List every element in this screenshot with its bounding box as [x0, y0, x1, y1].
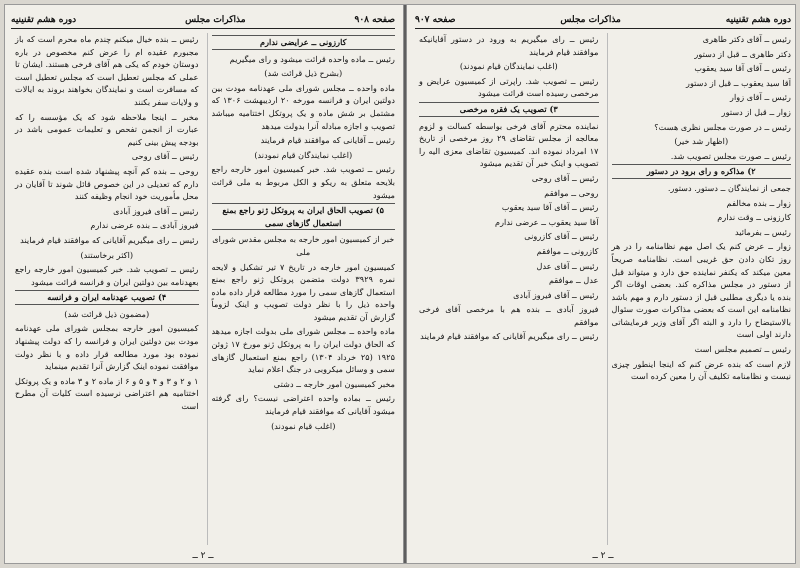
paragraph: رئیس ــ آقای فیروز آبادی [113, 205, 199, 216]
paragraph: رئیس ــ رای میگیریم آقایانی که موافقند قیام فرمایند [20, 234, 199, 245]
paragraph: کمیسیون امور خارجه در تاریخ ۷ تیر تشکیل و لایحه نمره ۳۹۲۹ دولت متضمن پروتکل ژنو راجع بمنع استعمال گازهای سمی را مورد مطالعه قرار داده ماده واحده ذیل را با نظر دولت تصویب و اینک لزوماً گزارش آن تقدیم میشود [211, 261, 395, 322]
book-gutter [403, 5, 407, 564]
paragraph: رئیس ــ آقای دکتر طاهری [702, 34, 791, 44]
paragraph: لازم است که بنده عرض کنم که اینجا اینطور چیزی نیست و نظامنامه تکلیف آن را معین کرده است [611, 358, 791, 382]
right-page-session: دوره هشم تقنینیه [725, 14, 791, 25]
paragraph: رئیس ــ آقای فیروز آبادی [513, 289, 599, 300]
paragraph: رئیس ــ بنده خیال میکنم چندم ماه محرم است که باز مجبورم عقیده ام را عرض کنم مخصوص در باره دوستان خودم که یکی هم آقای فرخی هستند. ایشان تا عملی که مجلس تعطیل است که مجلس تعطیل است که مسافرت است و نمایندگان بخواهند بروند به ایالات و ولایات سفر بکنند [15, 34, 199, 107]
paragraph: رئیس ــ تصمیم مجلس است [694, 344, 791, 355]
paragraph: آقا سید یعقوب ــ عرضی ندارم [495, 216, 599, 227]
right-page-columns [415, 33, 791, 545]
section-heading: ۴) تصویب عهدنامه ایران و فرانسه [15, 290, 199, 305]
paragraph: رئیس ــ صورت مجلس تصویب شد. [670, 150, 791, 161]
centered-note: (اظهار شد خیر) [674, 136, 729, 147]
paragraph: مخبر ــ اینجا ملاحظه شود که یک مؤسسه را که عبارت از انجمن تفحص و تعلیمات عمومی باشد در بودجه پیش بینی کنیم [15, 111, 199, 147]
paragraph: رئیس ــ آقای روحی [131, 151, 199, 162]
paragraph: کمیسیون امور خارجه بمجلس شورای ملی عهدنامه مودت بین دولتین ایران و فرانسه را که دولت پیشنهاد نموده بود مورد مطالعه قرار داده و با نظر دولت موافقت نموده اینک گزارش آنرا تقدیم مینماید [15, 323, 199, 372]
paragraph: فیروز آبادی ــ بنده عرضی ندارم [90, 220, 199, 231]
text-column [415, 33, 599, 545]
paragraph: دکتر طاهری ــ قبل از دستور [694, 48, 791, 59]
paragraph: رئیس ــ رای میگیریم به ورود در دستور آقایانیکه موافقند قیام فرمایند [419, 34, 599, 57]
paragraph: فیروز آبادی ــ بنده هم با مرخصی آقای فرخی موافقم [419, 304, 599, 327]
paragraph: زوار ــ قبل از دستور [721, 106, 791, 117]
right-page-number: صفحه ۹۰۷ [415, 14, 456, 25]
paragraph: رئیس ــ آقایانی که موافقند قیام فرمایند [260, 135, 395, 146]
paragraph: رئیس ــ در صورت مجلس نظری هست؟ [654, 121, 791, 132]
paragraph: ماده واحده ــ مجلس شورای ملی بدولت اجازه میدهد که الحاق دولت ایران را به پروتکل ژنو مورخ ۱۷ ژوئن ۱۹۲۵ (۲۵ خرداد ۱۳۰۴) راجع بمنع استعمال گازهای سمی و وسائل میکروبی در جنگ اعلام نماید [211, 326, 395, 375]
paragraph: ماده واحده ــ مجلس شورای ملی عهدنامه مودت بین دولتین ایران و فرانسه مورخه ۲۰ اردیبهشت ۱۳۰۶ که مشتمل بر شش ماده و یک پروتکل اختتامیه میباشد تصویب و اجازه مبادله آنرا بدولت میدهد [211, 82, 395, 131]
centered-note: (اغلب نمایندگان قیام نمودند) [254, 149, 353, 160]
paragraph: رئیس ــ بفرمائید [734, 226, 791, 237]
centered-note: (بشرح ذیل قرائت شد) [264, 68, 343, 79]
paragraph: رئیس ــ آقای عدل [536, 260, 599, 271]
paragraph: ۱ و ۲ و ۳ و ۴ و ۵ و ۶ از ماده ۲ و ۳ ماده و یک پروتکل اختتامیه هم اعتراضی نرسیده است کلیات آن مطرح است [15, 375, 199, 412]
paragraph: رئیس ــ آقای کازرونی [524, 231, 599, 242]
right-page-title: مذاکرات مجلس [560, 14, 621, 25]
paragraph: رئیس ــ آقای روحی [531, 172, 599, 183]
section-heading: ۲) مذاکره و رای برود در دستور [612, 164, 792, 179]
paragraph: رئیس ــ آقای آقا سید یعقوب [694, 63, 791, 74]
text-column [11, 33, 199, 545]
centered-note: (مضمون ذیل قرائت شد) [64, 308, 150, 319]
text-column [207, 33, 396, 545]
paragraph: جمعی از نمایندگان ــ دستور. دستور. [667, 182, 791, 193]
centered-note: (اکثر برخاستند) [80, 249, 134, 260]
paragraph: رئیس ــ تصویب شد. خبر کمیسیون امور خارجه راجع بلایحه متعلق به ریکو و الکل مربوط به ملی قرائت میشود [211, 164, 395, 200]
section-heading: ۳) تصویب یک فقره مرخصی [419, 102, 599, 117]
section-heading: کارزونی ــ عرایضی ندارم [212, 35, 396, 50]
left-page-columns [11, 33, 395, 545]
right-page-header [415, 11, 791, 29]
paragraph: زوار ــ بنده مخالفم [726, 197, 791, 208]
paragraph: روحی ــ بنده کم آنچه پیشنهاد شده است بنده عقیده دارم که تعدیلی در این خصوص قائل شوند تا آقایان در محل مأموریت خود انجام وظیفه کنند [15, 165, 199, 202]
right-page-footer: ــ ۲ ــ [592, 551, 614, 561]
section-heading: ۵) تصویب الحاق ایران به پروتکل ژنو راجع بمنع استعمال گازهای سمی [212, 203, 396, 230]
centered-note: خبر از کمیسیون امور خارجه به مجلس مقدس شورای ملی [212, 234, 395, 257]
paragraph: رئیس ــ رای میگیریم آقایانی که موافقند قیام فرمایند [420, 331, 599, 342]
left-page-footer: ــ ۲ ــ [192, 551, 214, 561]
paragraph: روحی ــ موافقم [544, 187, 599, 198]
paragraph: رئیس ــ آقای زوار [730, 92, 791, 103]
right-page [409, 5, 796, 564]
paragraph: کازرونی ــ موافقم [536, 245, 599, 256]
paragraph: زوار ــ عرض کنم یک اصل مهم نظامنامه را در هر روز تکان دادن حق غریبی است. نظامنامه صریحاً معین میکند که یکنفر نماینده حق دارد و میتواند قبل از دستور در مجلس مذاکره کند. بعضی اوقات اگر بنده یا دیگری مطلبی قبل از دستور دارم و مهم باشد نظامنامه این است که بعضی مذاکرات صورت سئوال بالاستیضاح را دارد و البته اگر آقای وزیر فرمایشاتی دارند اولی است [611, 241, 791, 340]
paragraph: عدل ــ موافقم [548, 275, 599, 286]
left-page-session: دوره هشم تقنینیه [11, 14, 77, 25]
paragraph: رئیس ــ ماده واحده قرائت میشود و رای میگیریم [229, 53, 395, 64]
left-page-number: صفحه ۹۰۸ [354, 14, 395, 25]
paragraph: نماینده محترم آقای فرخی بواسطه کسالت و لزوم معالجه از مجلس تقاضای ۲۹ روز مرخصی از تاریخ ۱۷ امرداد نموده اند. کمیسیون تقاضای معزی الیه را تصویب و اینک خبر آن تقدیم میشود [419, 120, 599, 169]
paragraph: کارزونی ــ وقت ندارم [717, 212, 791, 223]
paragraph: رئیس ــ آقای آقا سید یعقوب [501, 202, 599, 213]
book-spread [4, 4, 796, 564]
paragraph: رئیس ــ تصویب شد. خبر کمیسیون امور خارجه راجع بعهدنامه بین دولتین ایران و فرانسه قرائت میشود [15, 264, 199, 287]
left-page-header [11, 11, 395, 29]
left-page [5, 5, 401, 564]
paragraph: مخبر کمیسیون امور خارجه ــ دشتی [273, 378, 395, 389]
paragraph: رئیس ــ بماده واحده اعتراضی نیست؟ رای گرفته میشود آقایانی که موافقند قیام فرمایند [211, 393, 395, 417]
text-column [607, 33, 792, 545]
paragraph: رئیس ــ تصویب شد. راپرتی از کمیسیون عرایض و مرخصی رسیده است قرائت میشود [419, 75, 599, 99]
paragraph: آقا سید یعقوب ــ قبل از دستور [685, 77, 791, 88]
centered-note: (اغلب نمایندگان قیام نمودند) [459, 61, 558, 72]
left-page-title: مذاکرات مجلس [185, 14, 246, 25]
centered-note: (اغلب قیام نمودند) [271, 420, 336, 431]
